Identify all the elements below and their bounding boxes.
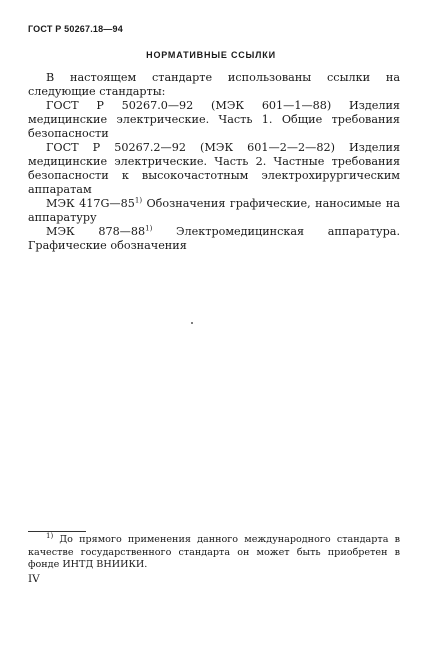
reference-title: Электромедицинская аппаратура. Графические обозначения <box>28 225 401 252</box>
section-title: НОРМАТИВНЫЕ ССЫЛКИ <box>146 50 276 60</box>
footnote-marker: 1) <box>46 531 54 540</box>
page-number: IV <box>28 573 40 585</box>
reference-gost-50267-2: ГОСТ Р 50267.2—92 (МЭК 601—2—2—82) Изделия медицинские электрические. Часть 2. Частные требования безопасности к высокочастотным электрохирургическим аппаратам <box>28 141 400 196</box>
reference-code: МЭК 417G—85 <box>46 197 135 210</box>
reference-title: Обозначения графические, наносимые на аппаратуру <box>28 197 400 224</box>
footnote-marker: 1) <box>134 196 143 205</box>
reference-code: МЭК 878—88 <box>46 225 146 238</box>
footnote-divider <box>28 531 86 532</box>
standard-code-header: ГОСТ Р 50267.18—94 <box>28 24 123 34</box>
references-body <box>28 71 400 253</box>
reference-gost-50267-0: ГОСТ Р 50267.0—92 (МЭК 601—1—88) Изделия медицинские электрические. Часть 1. Общие требования безопасности <box>28 99 400 140</box>
intro-paragraph: В настоящем стандарте использованы ссылки на следующие стандарты: <box>28 71 400 98</box>
stray-dot <box>191 322 193 324</box>
reference-iec-417g <box>28 197 400 225</box>
footnote-text: До прямого применения данного международного стандарта в качестве государственного стандарта он может быть приобретен в фонде ИНТД ВНИИКИ. <box>28 534 400 570</box>
footnote-marker: 1) <box>145 224 153 233</box>
reference-iec-878 <box>28 225 400 253</box>
footnote <box>28 531 400 572</box>
